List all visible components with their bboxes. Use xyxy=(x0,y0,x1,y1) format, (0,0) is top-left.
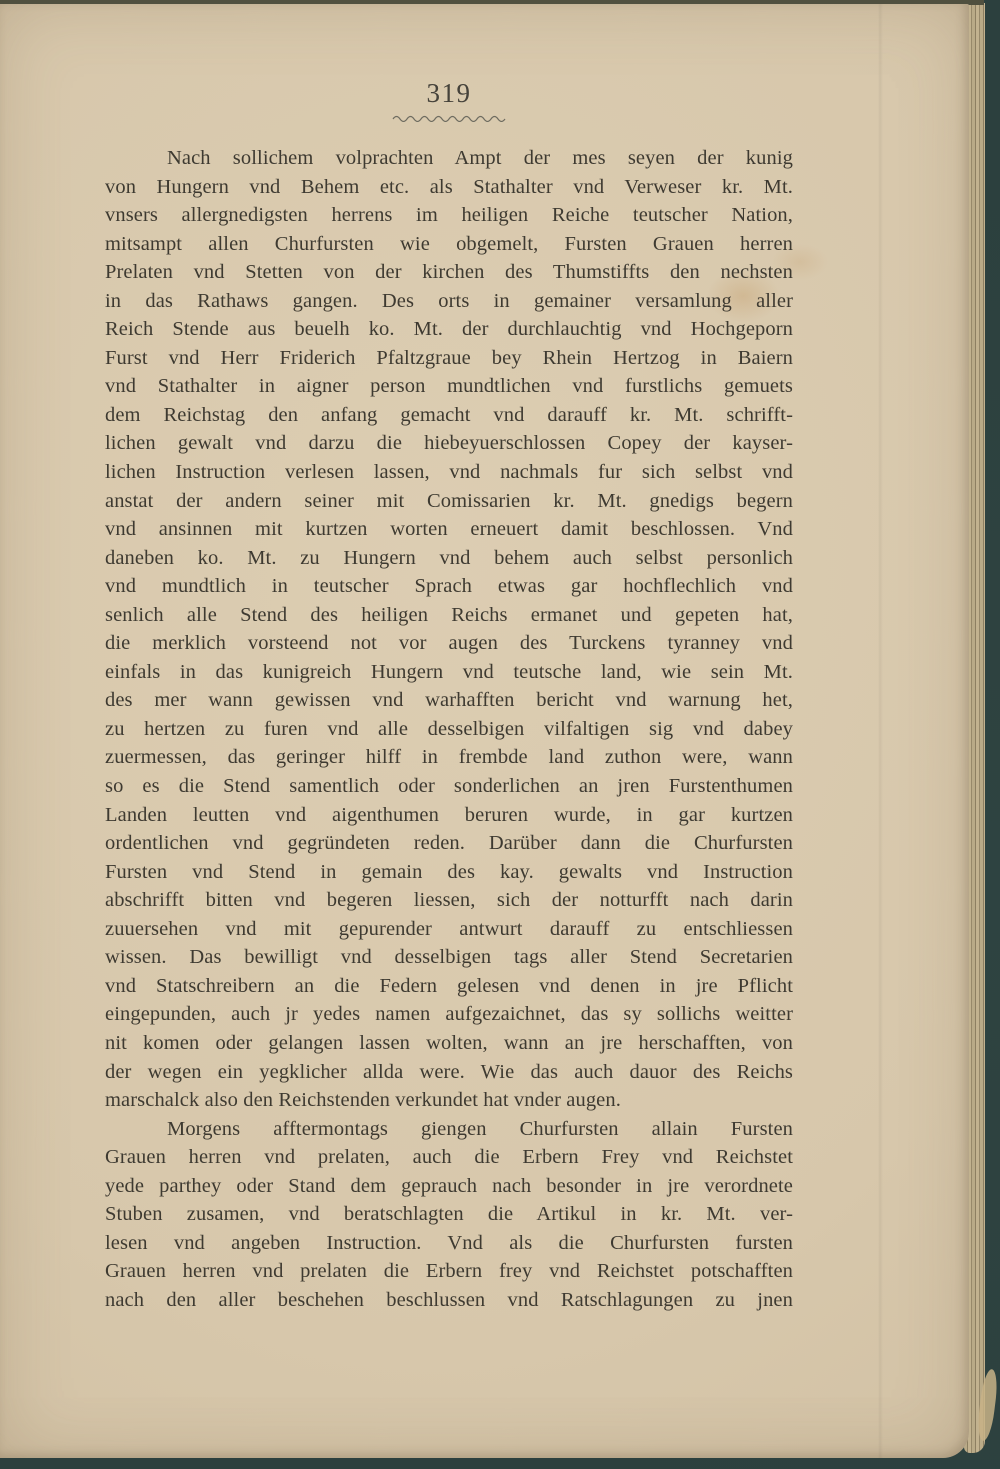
text-line: Prelaten vnd Stetten von der kirchen des Thumstiffts den nechsten xyxy=(105,261,793,284)
text-line: wissen. Das bewilligt vnd desselbigen tags aller Stend Secretarien xyxy=(105,946,793,969)
text-line: Grauen herren vnd prelaten die Erbern frey vnd Reichstet potschafften xyxy=(105,1260,793,1283)
text-line: nach den aller beschehen beschlussen vnd Ratschlagungen zu jnen xyxy=(105,1288,793,1311)
text-line: lesen vnd angeben Instruction. Vnd als die Churfursten fursten xyxy=(105,1231,793,1254)
text-line: abschrifft bitten vnd begeren liessen, sich der notturfft nach darin xyxy=(105,889,793,912)
text-line: Fursten vnd Stend in gemain des kay. gewalts vnd Instruction xyxy=(105,860,793,883)
text-line: nit komen oder gelangen lassen wolten, wann an jre herschafften, von xyxy=(105,1031,793,1054)
text-line: ordentlichen vnd gegründeten reden. Darüber dann die Churfursten xyxy=(105,832,793,855)
text-line: marschalck also den Reichstenden verkundet hat vnder augen. xyxy=(105,1089,621,1112)
text-line: lichen Instruction verlesen lassen, vnd nachmals fur sich selbst vnd xyxy=(105,461,793,484)
text-line: eingepunden, auch jr yedes namen aufgezaichnet, das sy sollichs weitter xyxy=(105,1003,793,1026)
text-line: Reich Stende aus beuelh ko. Mt. der durchlauchtig vnd Hochgeporn xyxy=(105,318,793,341)
text-line: Nach sollichem volprachten Ampt der mes seyen der kunig xyxy=(167,147,793,169)
text-line: yede parthey oder Stand dem geprauch nach besonder in jre verordnete xyxy=(105,1174,793,1197)
text-line: zuuersehen vnd mit gepurender antwurt darauff zu entschliessen xyxy=(105,917,793,940)
text-line: Furst vnd Herr Friderich Pfaltzgraue bey Rhein Hertzog in Baiern xyxy=(105,346,793,369)
text-line: Morgens afftermontags giengen Churfursten allain Fursten xyxy=(167,1117,793,1140)
text-line: vnd ansinnen mit kurtzen worten erneuert damit beschlossen. Vnd xyxy=(105,518,793,541)
page-header xyxy=(105,78,793,127)
text-line: der wegen ein yegklicher allda were. Wie das auch dauor des Reichs xyxy=(105,1060,793,1083)
text-line: in das Rathaws gangen. Des orts in gemainer versamlung aller xyxy=(105,289,793,312)
text-line: einfals in das kunigreich Hungern vnd teutsche land, wie sein Mt. xyxy=(105,660,793,683)
text-line: vnsers allergnedigsten herrens im heiligen Reiche teutscher Nation, xyxy=(105,204,793,227)
text-line: zuermessen, das geringer hilff in frembde land zuthon were, wann xyxy=(105,746,793,769)
wavy-underline xyxy=(105,109,793,127)
text-line: lichen gewalt vnd darzu die hiebeyuerschlossen Copey der kayser- xyxy=(105,432,793,455)
text-line: die merklich vorsteend not vor augen des Turckens tyranney vnd xyxy=(105,632,793,655)
text-line: vnd mundtlich in teutscher Sprach etwas gar hochflechlich vnd xyxy=(105,575,793,598)
page-number: 319 xyxy=(426,78,472,108)
text-line: dem Reichstag den anfang gemacht vnd darauff kr. Mt. schrifft- xyxy=(105,403,793,426)
text-line: Landen leutten vnd aigenthumen beruren wurde, in gar kurtzen xyxy=(105,803,793,826)
text-line: Stuben zusamen, vnd beratschlagten die Artikul in kr. Mt. ver- xyxy=(105,1203,793,1226)
text-line: daneben ko. Mt. zu Hungern vnd behem auch selbst personlich xyxy=(105,546,793,569)
text-line: des mer wann gewissen vnd warhafften bericht vnd warnung het, xyxy=(105,689,793,712)
text-line: von Hungern vnd Behem etc. als Stathalter vnd Verweser kr. Mt. xyxy=(105,175,793,198)
text-line: vnd Stathalter in aigner person mundtlichen vnd furstlichs gemuets xyxy=(105,375,793,398)
text-line: senlich alle Stend des heiligen Reichs ermanet und gepeten hat, xyxy=(105,603,793,626)
text-line: vnd Statschreibern an die Federn gelesen vnd denen in jre Pflicht xyxy=(105,974,793,997)
text-line: anstat der andern seiner mit Comissarien kr. Mt. gnedigs begern xyxy=(105,489,793,512)
book-page xyxy=(0,4,969,1458)
text-line: mitsampt allen Churfursten wie obgemelt, Fursten Grauen herren xyxy=(105,232,793,255)
text-line: so es die Stend samentlich oder sonderlichen an jren Furstenthumen xyxy=(105,775,793,798)
text-block xyxy=(105,144,793,1314)
paragraph xyxy=(105,144,793,1115)
text-line: Grauen herren vnd prelaten, auch die Erbern Frey vnd Reichstet xyxy=(105,1146,793,1169)
paragraph xyxy=(105,1115,793,1315)
text-line: zu hertzen zu furen vnd alle desselbigen vilfaltigen sig vnd dabey xyxy=(105,717,793,740)
